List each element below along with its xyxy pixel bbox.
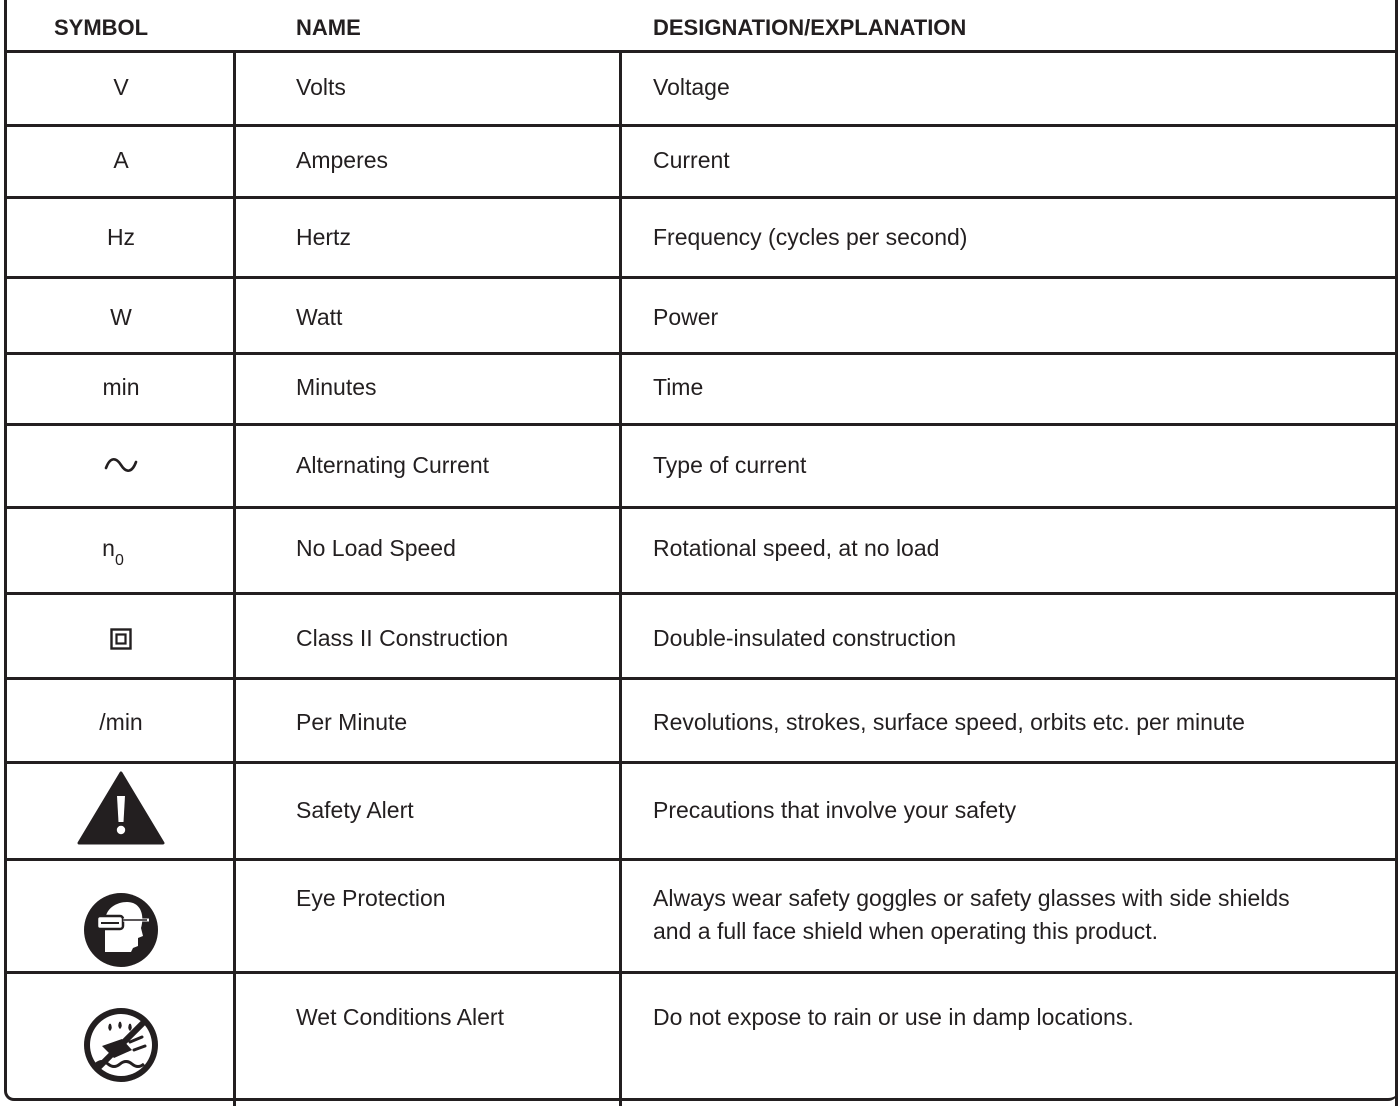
row-divider (7, 677, 1398, 680)
column-divider-2 (619, 52, 622, 1106)
symbol-cell: /min (99, 709, 143, 735)
symbol-subscript: 0 (114, 552, 124, 569)
designation-cell: Current (653, 147, 730, 173)
name-cell: No Load Speed (296, 535, 456, 561)
designation-cell: Voltage (653, 74, 730, 100)
designation-cell (653, 882, 1393, 948)
row-divider (7, 971, 1398, 974)
name-cell: Wet Conditions Alert (296, 1004, 504, 1030)
designation-cell: Frequency (cycles per second) (653, 224, 968, 250)
name-cell: Minutes (296, 374, 377, 400)
eye-protection-icon (83, 892, 159, 968)
row-divider (7, 124, 1398, 127)
row-divider (7, 592, 1398, 595)
row-divider (7, 423, 1398, 426)
wet-conditions-alert-icon (82, 1006, 160, 1084)
header-symbol: SYMBOL (54, 15, 149, 40)
name-cell: Alternating Current (296, 452, 490, 478)
name-cell: Watt (296, 304, 343, 330)
designation-line: Always wear safety goggles or safety glasses with side shields (653, 885, 1290, 911)
table-header (7, 0, 1395, 52)
row-divider (7, 276, 1398, 279)
row-divider (7, 761, 1398, 764)
header-name: NAME (296, 15, 361, 40)
symbol-cell: V (113, 74, 129, 100)
name-cell: Eye Protection (296, 885, 446, 911)
symbol-cell: A (113, 147, 129, 173)
symbol-cell: W (110, 304, 132, 330)
designation-cell: Revolutions, strokes, surface speed, orbits etc. per minute (653, 709, 1245, 735)
name-cell: Hertz (296, 224, 351, 250)
symbol-cell (0, 532, 227, 568)
designation-cell: Type of current (653, 452, 807, 478)
symbol-cell (7, 794, 235, 827)
row-divider (7, 506, 1398, 509)
class-ii-construction-icon (110, 628, 132, 650)
header-designation: DESIGNATION/EXPLANATION (653, 15, 967, 40)
designation-cell: Double-insulated construction (653, 625, 957, 651)
symbol-cell (7, 882, 235, 915)
symbol-cell: Hz (106, 224, 136, 250)
symbol-cell (7, 622, 235, 655)
designation-line: and a full face shield when operating this product. (653, 918, 1159, 944)
row-divider (7, 50, 1398, 53)
symbol-cell (7, 449, 235, 482)
name-cell: Safety Alert (296, 797, 414, 823)
designation-cell: Precautions that involve your safety (653, 797, 1017, 823)
symbol-cell: min (102, 374, 140, 400)
safety-alert-icon (77, 770, 165, 846)
designation-cell: Do not expose to rain or use in damp locations. (653, 1004, 1134, 1030)
designation-cell: Rotational speed, at no load (653, 535, 940, 561)
alternating-current-icon (104, 453, 138, 477)
symbol-cell (7, 1001, 235, 1034)
name-cell: Class II Construction (296, 625, 509, 651)
name-cell: Volts (296, 74, 346, 100)
name-cell: Per Minute (296, 709, 408, 735)
symbol-main: n (102, 535, 115, 561)
column-divider-1 (233, 52, 236, 1106)
row-divider (7, 352, 1398, 355)
designation-cell: Time (653, 374, 704, 400)
name-cell: Amperes (296, 147, 389, 173)
row-divider (7, 858, 1398, 861)
designation-cell: Power (653, 304, 719, 330)
row-divider (7, 196, 1398, 199)
